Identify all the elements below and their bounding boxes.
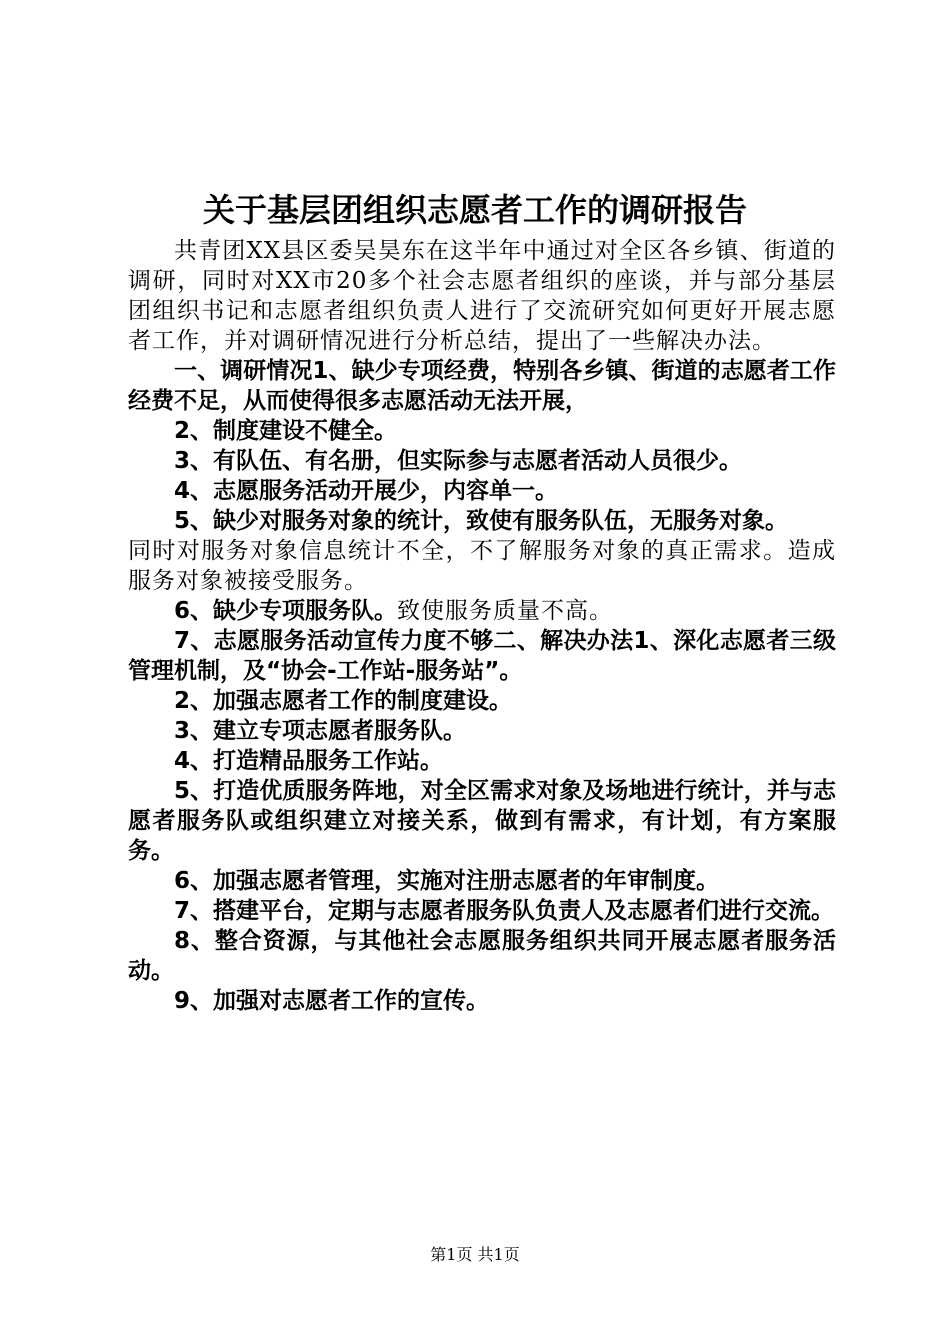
section-1-item-2: 2、制度建设不健全。 <box>174 418 398 444</box>
section-1-item-6-detail: 致使服务质量不高。 <box>397 598 614 624</box>
section-2-item-8: 8、整合资源，与其他社会志愿服务组织共同开展志愿者服务活动。 <box>128 928 836 984</box>
page-footer: 第1页 共1页 <box>430 1245 520 1264</box>
section-2-item-6: 6、加强志愿者管理，实施对注册志愿者的年审制度。 <box>174 868 720 894</box>
section-1-item-4: 4、志愿服务活动开展少，内容单一。 <box>174 478 559 504</box>
intro-paragraph: 共青团XX县区委吴昊东在这半年中通过对全区各乡镇、街道的调研，同时对XX市20多个社会志愿者组织的座谈，并与部分基层团组织书记和志愿者组织负责人进行了交流研究如何更好开展志愿者工作，并对调研情况进行分析总结，提出了一些解决办法。 <box>128 238 836 354</box>
document-title: 关于基层团组织志愿者工作的调研报告 <box>202 191 747 229</box>
section-1-item-7-and-section-2-item-1: 7、志愿服务活动宣传力度不够二、解决办法1、深化志愿者三级管理机制，及“协会-工作站-服务站”。 <box>128 628 836 684</box>
section-2-item-3: 3、建立专项志愿者服务队。 <box>174 718 467 744</box>
section-2-item-2: 2、加强志愿者工作的制度建设。 <box>174 688 513 714</box>
section-1-item-5: 5、缺少对服务对象的统计，致使有服务队伍，无服务对象。 <box>174 508 789 534</box>
section-1-item-3: 3、有队伍、有名册，但实际参与志愿者活动人员很少。 <box>174 448 743 474</box>
document-body <box>128 236 836 1016</box>
section-2-item-9: 9、加强对志愿者工作的宣传。 <box>174 988 490 1014</box>
section-1-item-6 <box>128 596 836 626</box>
section-2-item-7: 7、搭建平台，定期与志愿者服务队负责人及志愿者们进行交流。 <box>174 898 835 924</box>
section-2-item-5: 5、打造优质服务阵地，对全区需求对象及场地进行统计，并与志愿者服务队或组织建立对接关系，做到有需求，有计划，有方案服务。 <box>128 778 836 864</box>
section-2-item-4: 4、打造精品服务工作站。 <box>174 748 444 774</box>
section-1-item-5-detail: 同时对服务对象信息统计不全，不了解服务对象的真正需求。造成服务对象被接受服务。 <box>128 538 836 594</box>
section-1-item-6-heading: 6、缺少专项服务队。 <box>174 598 398 624</box>
section-1-item-1: 一、调研情况1、缺少专项经费，特别各乡镇、街道的志愿者工作经费不足，从而使得很多志愿活动无法开展， <box>128 358 836 414</box>
